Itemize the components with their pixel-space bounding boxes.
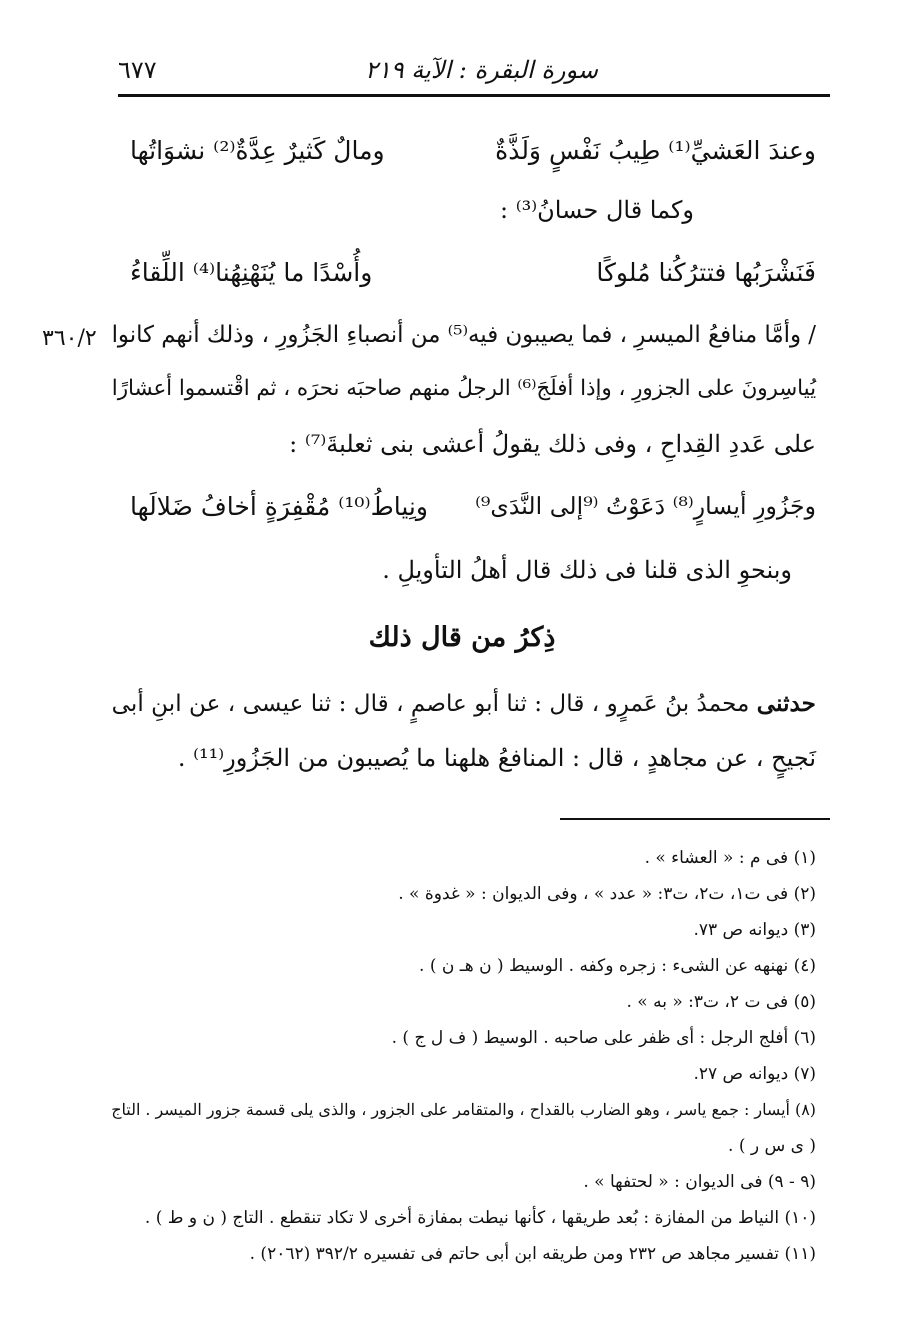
footnote-4: (٤) نهنهه عن الشىء : زجره وكفه . الوسيط ( ن هـ ن ) . bbox=[419, 956, 816, 976]
footnote-6: (٦) أفلج الرجل : أى ظفر على صاحبه . الوسيط ( ف ل ج ) . bbox=[391, 1028, 816, 1048]
footnote-1: (١) فى م : « العشاء » . bbox=[644, 848, 816, 868]
paragraph-line-3: على عَددِ القِداحِ ، وفى ذلك يقولُ أعشى بنى ثعلبةَ⁽⁷⁾ : bbox=[289, 430, 816, 458]
margin-reference: ٣٦٠/٢ bbox=[42, 326, 97, 351]
verse2-first-hemistich: فَنَشْرَبُها فتترُكُنا مُلوكًا bbox=[596, 258, 816, 287]
verse3-second-hemistich: ونِياطُ⁽¹⁰⁾ مُقْفِرَةٍ أخافُ ضَلالَها bbox=[130, 492, 428, 521]
verse1-second-hemistich: ومالٌ كَثيرٌ عِدَّةٌ⁽²⁾ نشوَاتُها bbox=[130, 136, 385, 165]
footnote-7: (٧) ديوانه ص ٢٧. bbox=[693, 1064, 816, 1084]
verse2-second-hemistich: وأُسْدًا ما يُنَهْنِهُنا⁽⁴⁾ اللِّقاءُ bbox=[130, 258, 373, 287]
verse3-first-hemistich: وجَزُورِ أيسارٍ⁽⁸⁾ دَعَوْتُ ⁽⁹إلى النَّدَى⁹⁾ bbox=[475, 492, 816, 520]
header-rule bbox=[118, 94, 830, 97]
line-hassan: وكما قال حسانُ⁽³⁾ : bbox=[500, 196, 694, 224]
footnote-rule bbox=[560, 818, 830, 820]
hadith-line-1-rest: محمدُ بنُ عَمرٍو ، قال : ثنا أبو عاصمٍ ، قال : ثنا عيسى ، عن ابنِ أبى bbox=[111, 690, 757, 717]
page-number: ٦٧٧ bbox=[118, 56, 157, 84]
line-ahl-altawil: وبنحوِ الذى قلنا فى ذلك قال أهلُ التأويلِ . bbox=[382, 556, 792, 584]
footnote-3: (٣) ديوانه ص ٧٣. bbox=[693, 920, 816, 940]
hadith-lead: حدثنى bbox=[756, 690, 816, 717]
paragraph-line-1: / وأمَّا منافعُ الميسرِ ، فما يصيبون فيه⁽⁵⁾ من أنصباءِ الجَزُورِ ، وذلك أنهم كانوا bbox=[111, 322, 816, 348]
verse1-first-hemistich: وعندَ العَشيِّ⁽¹⁾ طِيبُ نَفْسٍ وَلَذَّةٌ bbox=[495, 136, 816, 165]
page-header bbox=[118, 50, 830, 90]
footnote-9: (٩ - ٩) فى الديوان : « لحتفها » . bbox=[583, 1172, 816, 1192]
footnote-11: (١١) تفسير مجاهد ص ٢٣٢ ومن طريقه ابن أبى حاتم فى تفسيره ٣٩٢/٢ (٢٠٦٢) . bbox=[249, 1244, 816, 1264]
footnote-2: (٢) فى ت١، ت٢، ت٣: « عدد » ، وفى الديوان : « غدوة » . bbox=[398, 884, 816, 904]
paragraph-line-2: يُياسِرونَ على الجزورِ ، وإذا أفلَجَ⁽⁶⁾ الرجلُ منهم صاحبَه نحرَه ، ثم اقْتسموا أعشارًا bbox=[111, 376, 816, 401]
section-heading: ذِكرُ من قال ذلك bbox=[368, 622, 556, 653]
hadith-line-1 bbox=[112, 690, 816, 717]
footnote-10: (١٠) النياط من المفازة : بُعد طريقها ، كأنها نيطت بمفازة أخرى لا تكاد تنقطع . التاج ( ن و ط ) . bbox=[144, 1208, 816, 1228]
footnote-8: (٨) أيسار : جمع ياسر ، وهو الضارب بالقداح ، والمتقامر على الجزور ، والذى يلى قسمة جزور الميسر . التاج bbox=[111, 1100, 816, 1119]
hadith-line-2: نَجيحٍ ، عن مجاهدٍ ، قال : المنافعُ هلهنا ما يُصيبون من الجَزُورِ⁽¹¹⁾ . bbox=[177, 744, 816, 772]
footnote-8-continued: ( ى س ر ) . bbox=[728, 1136, 816, 1156]
running-title: سورة البقرة : الآية ٢١٩ bbox=[364, 56, 598, 84]
footnote-5: (٥) فى ت ٢، ت٣: « به » . bbox=[626, 992, 816, 1012]
